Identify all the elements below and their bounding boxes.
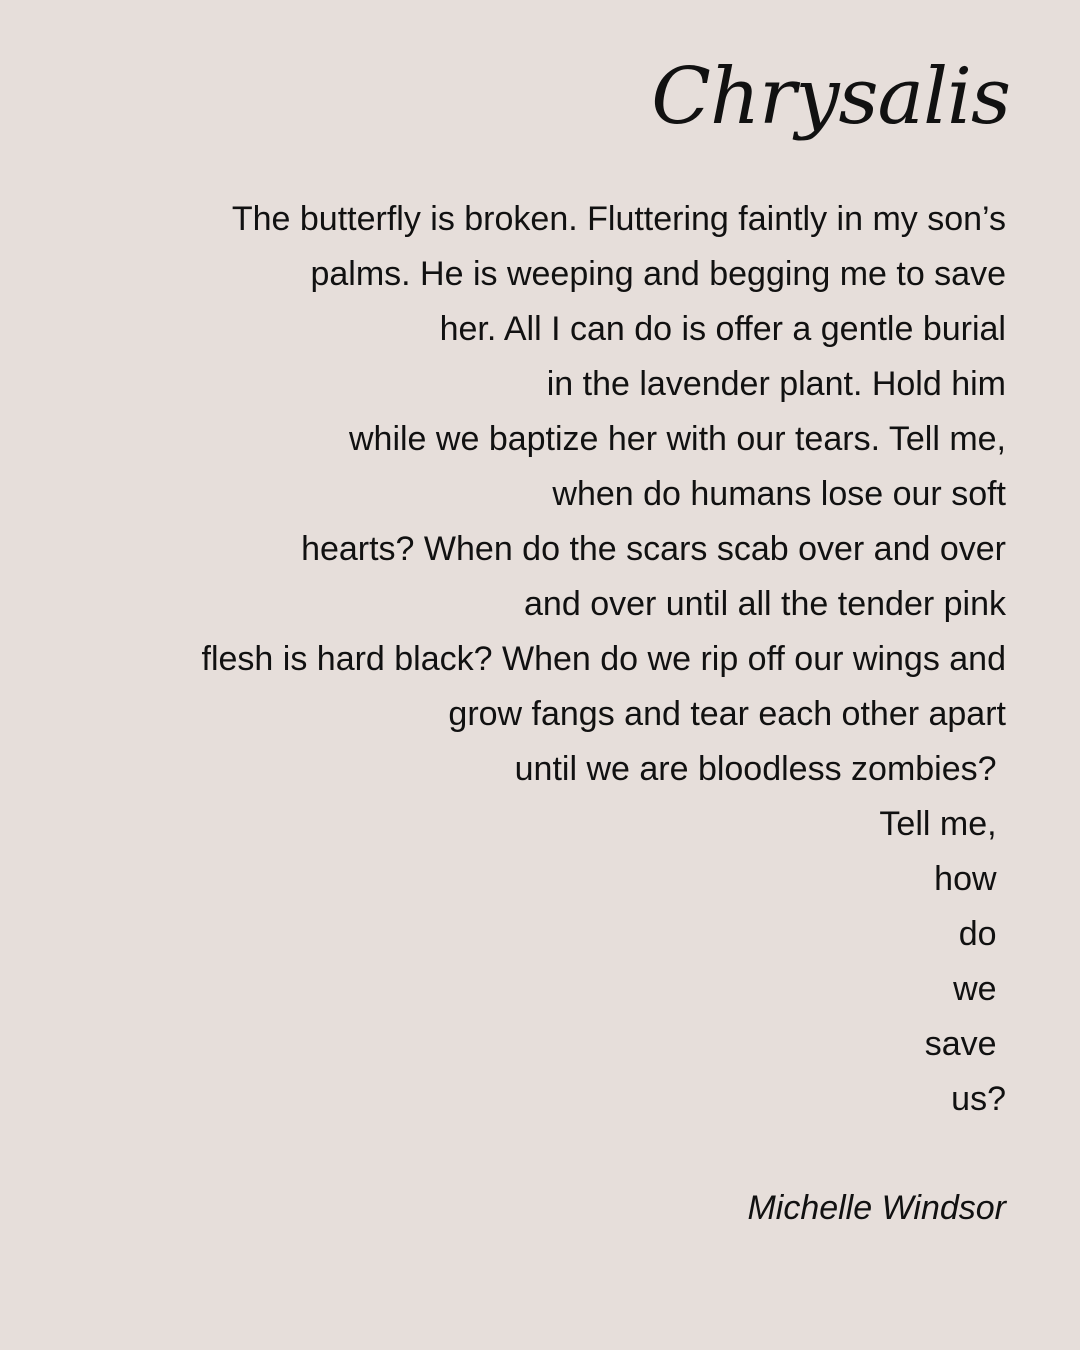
poem-line: until we are bloodless zombies? (514, 750, 1006, 788)
poem-title: Chrysalis (651, 52, 1010, 142)
poem-line: save (924, 1025, 1006, 1063)
poem-line: when do humans lose our soft (552, 475, 1006, 513)
poem-line: her. All I can do is offer a gentle burial (439, 310, 1006, 348)
author-signature: Michelle Windsor (747, 1189, 1006, 1227)
poem-line: we (953, 970, 1006, 1008)
poem-line: in the lavender plant. Hold him (546, 365, 1006, 403)
poem-line: Tell me, (879, 805, 1006, 843)
poem-line: us? (951, 1080, 1006, 1118)
poem-line: grow fangs and tear each other apart (448, 695, 1006, 733)
poem-line: and over until all the tender pink (524, 585, 1006, 623)
poem-line: while we baptize her with our tears. Tell me, (348, 420, 1006, 458)
poem-line: hearts? When do the scars scab over and over (301, 530, 1006, 568)
poem-line: palms. He is weeping and begging me to save (310, 255, 1006, 293)
poem-line: do (958, 915, 1006, 953)
poem-line: flesh is hard black? When do we rip off our wings and (201, 640, 1006, 678)
poem-body (202, 192, 1006, 1127)
poem-line: The butterfly is broken. Fluttering faintly in my son’s (231, 200, 1006, 238)
poem-line: how (934, 860, 1006, 898)
